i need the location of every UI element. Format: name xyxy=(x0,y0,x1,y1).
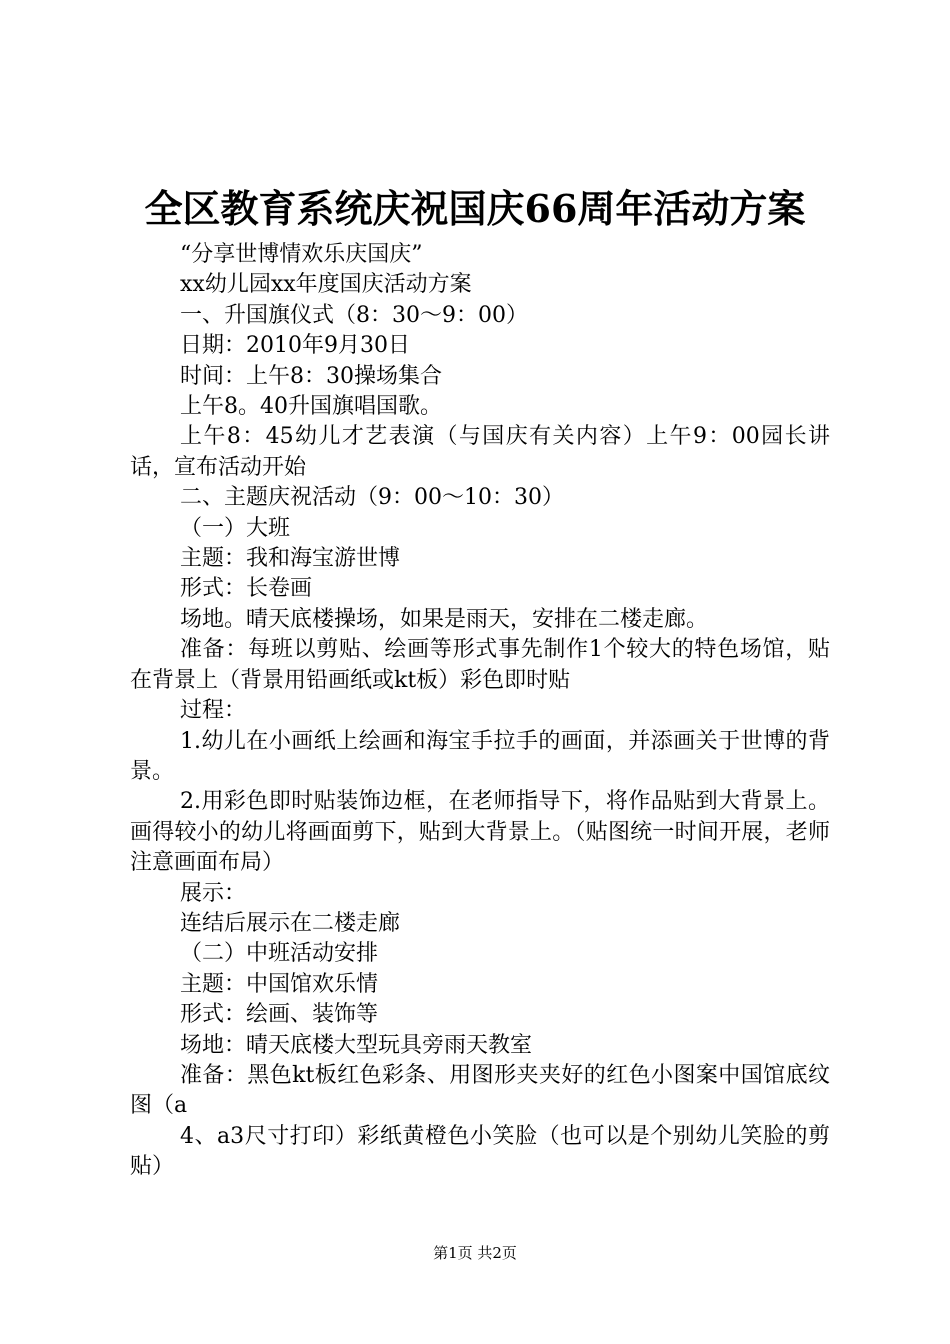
paragraph: 形式：长卷画 xyxy=(180,576,313,602)
paragraph: 上午8：45幼儿才艺表演（与国庆有关内容）上午9：00园长讲话，宣布活动开始 xyxy=(130,424,830,480)
paragraph: 主题：中国馆欢乐情 xyxy=(180,971,379,997)
paragraph: 上午8。40升国旗唱国歌。 xyxy=(180,394,442,420)
paragraph: 形式：绘画、装饰等 xyxy=(180,1002,379,1028)
paragraph: 日期：2010年9月30日 xyxy=(180,333,410,359)
paragraph: 1.幼儿在小画纸上绘画和海宝手拉手的画面，并添画关于世博的背景。 xyxy=(130,728,830,784)
paragraph: 准备：每班以剪贴、绘画等形式事先制作1个较大的特色场馆，贴在背景上（背景用铅画纸或kt板）彩色即时贴 xyxy=(130,637,830,693)
paragraph: 展示： xyxy=(180,880,247,906)
document-body xyxy=(130,240,830,1183)
paragraph: 主题：我和海宝游世博 xyxy=(180,546,401,572)
paragraph: 连结后展示在二楼走廊 xyxy=(180,910,401,936)
paragraph: 时间：上午8：30操场集合 xyxy=(180,363,442,389)
paragraph: （二）中班活动安排 xyxy=(180,941,379,967)
paragraph: 2.用彩色即时贴装饰边框，在老师指导下，将作品贴到大背景上。画得较小的幼儿将画面剪下，贴到大背景上。（贴图统一时间开展，老师注意画面布局） xyxy=(130,789,830,876)
paragraph: 过程： xyxy=(180,698,247,724)
paragraph: 二、主题庆祝活动（9：00～10：30） xyxy=(180,485,564,511)
paragraph: 一、升国旗仪式（8：30～9：00） xyxy=(180,302,528,328)
paragraph: “分享世博情欢乐庆国庆” xyxy=(180,242,423,267)
paragraph: 场地：晴天底楼大型玩具旁雨天教室 xyxy=(180,1032,533,1058)
paragraph: （一）大班 xyxy=(180,515,291,541)
paragraph: 场地。晴天底楼操场，如果是雨天，安排在二楼走廊。 xyxy=(180,606,709,632)
document-title: 全区教育系统庆祝国庆66周年活动方案 xyxy=(144,186,806,231)
paragraph: xx幼儿园xx年度国庆活动方案 xyxy=(180,272,472,298)
paragraph: 准备：黑色kt板红色彩条、用图形夹夹好的红色小图案中国馆底纹图（a xyxy=(130,1062,830,1119)
page-number: 第1页 共2页 xyxy=(433,1244,517,1262)
paragraph: 4、a3尺寸打印）彩纸黄橙色小笑脸（也可以是个别幼儿笑脸的剪贴） xyxy=(130,1123,830,1180)
